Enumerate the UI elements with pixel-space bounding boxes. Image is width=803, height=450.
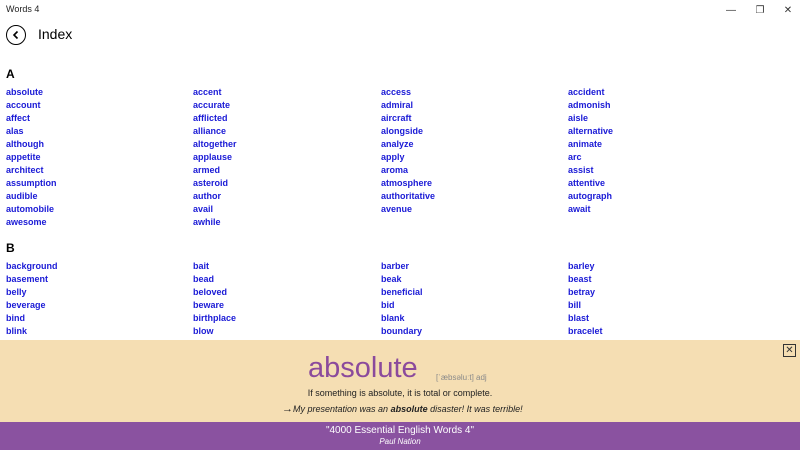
word-link[interactable]: affect	[6, 113, 31, 123]
word-link[interactable]: beware	[193, 300, 225, 310]
word-link[interactable]: absolute	[6, 87, 44, 97]
word-index[interactable]	[0, 62, 800, 340]
word-link[interactable]: awhile	[193, 217, 221, 227]
word-link[interactable]: access	[381, 87, 412, 97]
word-link[interactable]: audible	[6, 191, 38, 201]
arrow-icon: →	[282, 403, 293, 415]
title-bar	[0, 0, 800, 20]
word-link[interactable]: alongside	[381, 126, 424, 136]
word-link[interactable]: assist	[568, 165, 594, 175]
word-link[interactable]: blink	[6, 326, 28, 336]
word-link[interactable]: admiral	[381, 100, 414, 110]
word-link[interactable]: barley	[568, 261, 595, 271]
word-popup	[0, 340, 800, 422]
maximize-button[interactable]: ❐	[755, 4, 765, 16]
word-link[interactable]: afflicted	[193, 113, 228, 123]
headword: absolute	[308, 352, 418, 384]
word-link[interactable]: animate	[568, 139, 603, 149]
word-link[interactable]: analyze	[381, 139, 414, 149]
word-link[interactable]: assumption	[6, 178, 57, 188]
definition: If something is absolute, it is total or complete.	[307, 388, 493, 398]
word-link[interactable]: birthplace	[193, 313, 237, 323]
word-link[interactable]: bind	[6, 313, 25, 323]
word-link[interactable]: beak	[381, 274, 402, 284]
word-link[interactable]: awesome	[6, 217, 47, 227]
word-link[interactable]: aisle	[568, 113, 589, 123]
example-sentence	[282, 403, 523, 415]
word-link[interactable]: boundary	[381, 326, 423, 336]
word-link[interactable]: avenue	[381, 204, 413, 214]
word-link[interactable]: appetite	[6, 152, 41, 162]
back-button[interactable]	[6, 25, 26, 45]
word-link[interactable]: alas	[6, 126, 24, 136]
word-link[interactable]: armed	[193, 165, 221, 175]
word-link[interactable]: authoritative	[381, 191, 436, 201]
page-header	[0, 22, 800, 52]
word-link[interactable]: accent	[193, 87, 222, 97]
word-link[interactable]: asteroid	[193, 178, 229, 188]
book-footer	[0, 422, 800, 450]
word-link[interactable]: attentive	[568, 178, 606, 188]
word-link[interactable]: applause	[193, 152, 233, 162]
app-title: Words 4	[6, 4, 40, 14]
word-link[interactable]: account	[6, 100, 41, 110]
word-link[interactable]: beneficial	[381, 287, 423, 297]
word-link[interactable]: admonish	[568, 100, 611, 110]
page-title: Index	[38, 26, 73, 42]
word-link[interactable]: beverage	[6, 300, 46, 310]
word-link[interactable]: beast	[568, 274, 592, 284]
word-link[interactable]: blank	[381, 313, 405, 323]
word-link[interactable]: aroma	[381, 165, 409, 175]
pronunciation: [ˈæbsəluːt] adj	[436, 373, 487, 382]
word-link[interactable]: avail	[193, 204, 214, 214]
word-link[interactable]: alternative	[568, 126, 614, 136]
word-link[interactable]: alliance	[193, 126, 227, 136]
word-link[interactable]: barber	[381, 261, 410, 271]
word-link[interactable]: bait	[193, 261, 210, 271]
word-link[interactable]: betray	[568, 287, 596, 297]
word-link[interactable]: arc	[568, 152, 582, 162]
word-link[interactable]: bracelet	[568, 326, 603, 336]
word-link[interactable]: although	[6, 139, 44, 149]
word-link[interactable]: author	[193, 191, 221, 201]
word-link[interactable]: background	[6, 261, 58, 271]
chevron-left-icon	[11, 30, 21, 40]
word-link[interactable]: bill	[568, 300, 581, 310]
word-link[interactable]: automobile	[6, 204, 55, 214]
word-link[interactable]: apply	[381, 152, 405, 162]
close-window-button[interactable]: ✕	[783, 4, 793, 16]
word-link[interactable]: aircraft	[381, 113, 412, 123]
word-link[interactable]: await	[568, 204, 591, 214]
word-link[interactable]: atmosphere	[381, 178, 433, 188]
section-letter: B	[6, 241, 15, 255]
word-link[interactable]: architect	[6, 165, 44, 175]
section-letter: A	[6, 67, 15, 81]
word-link[interactable]: bead	[193, 274, 215, 284]
book-title: "4000 Essential English Words 4"	[325, 425, 475, 436]
word-link[interactable]: accurate	[193, 100, 231, 110]
word-link[interactable]: autograph	[568, 191, 612, 201]
word-link[interactable]: bid	[381, 300, 395, 310]
close-icon[interactable]: ✕	[783, 344, 796, 357]
word-link[interactable]: blow	[193, 326, 214, 336]
minimize-button[interactable]: —	[726, 4, 736, 16]
word-link[interactable]: altogether	[193, 139, 237, 149]
word-link[interactable]: belly	[6, 287, 27, 297]
book-author: Paul Nation	[379, 437, 421, 446]
word-link[interactable]: beloved	[193, 287, 228, 297]
example-headword: absolute	[390, 404, 428, 414]
word-link[interactable]: basement	[6, 274, 49, 284]
example-text-before: My presentation was an	[293, 404, 391, 414]
word-link[interactable]: accident	[568, 87, 605, 97]
word-link[interactable]: blast	[568, 313, 590, 323]
example-text-after: disaster! It was terrible!	[427, 404, 523, 414]
